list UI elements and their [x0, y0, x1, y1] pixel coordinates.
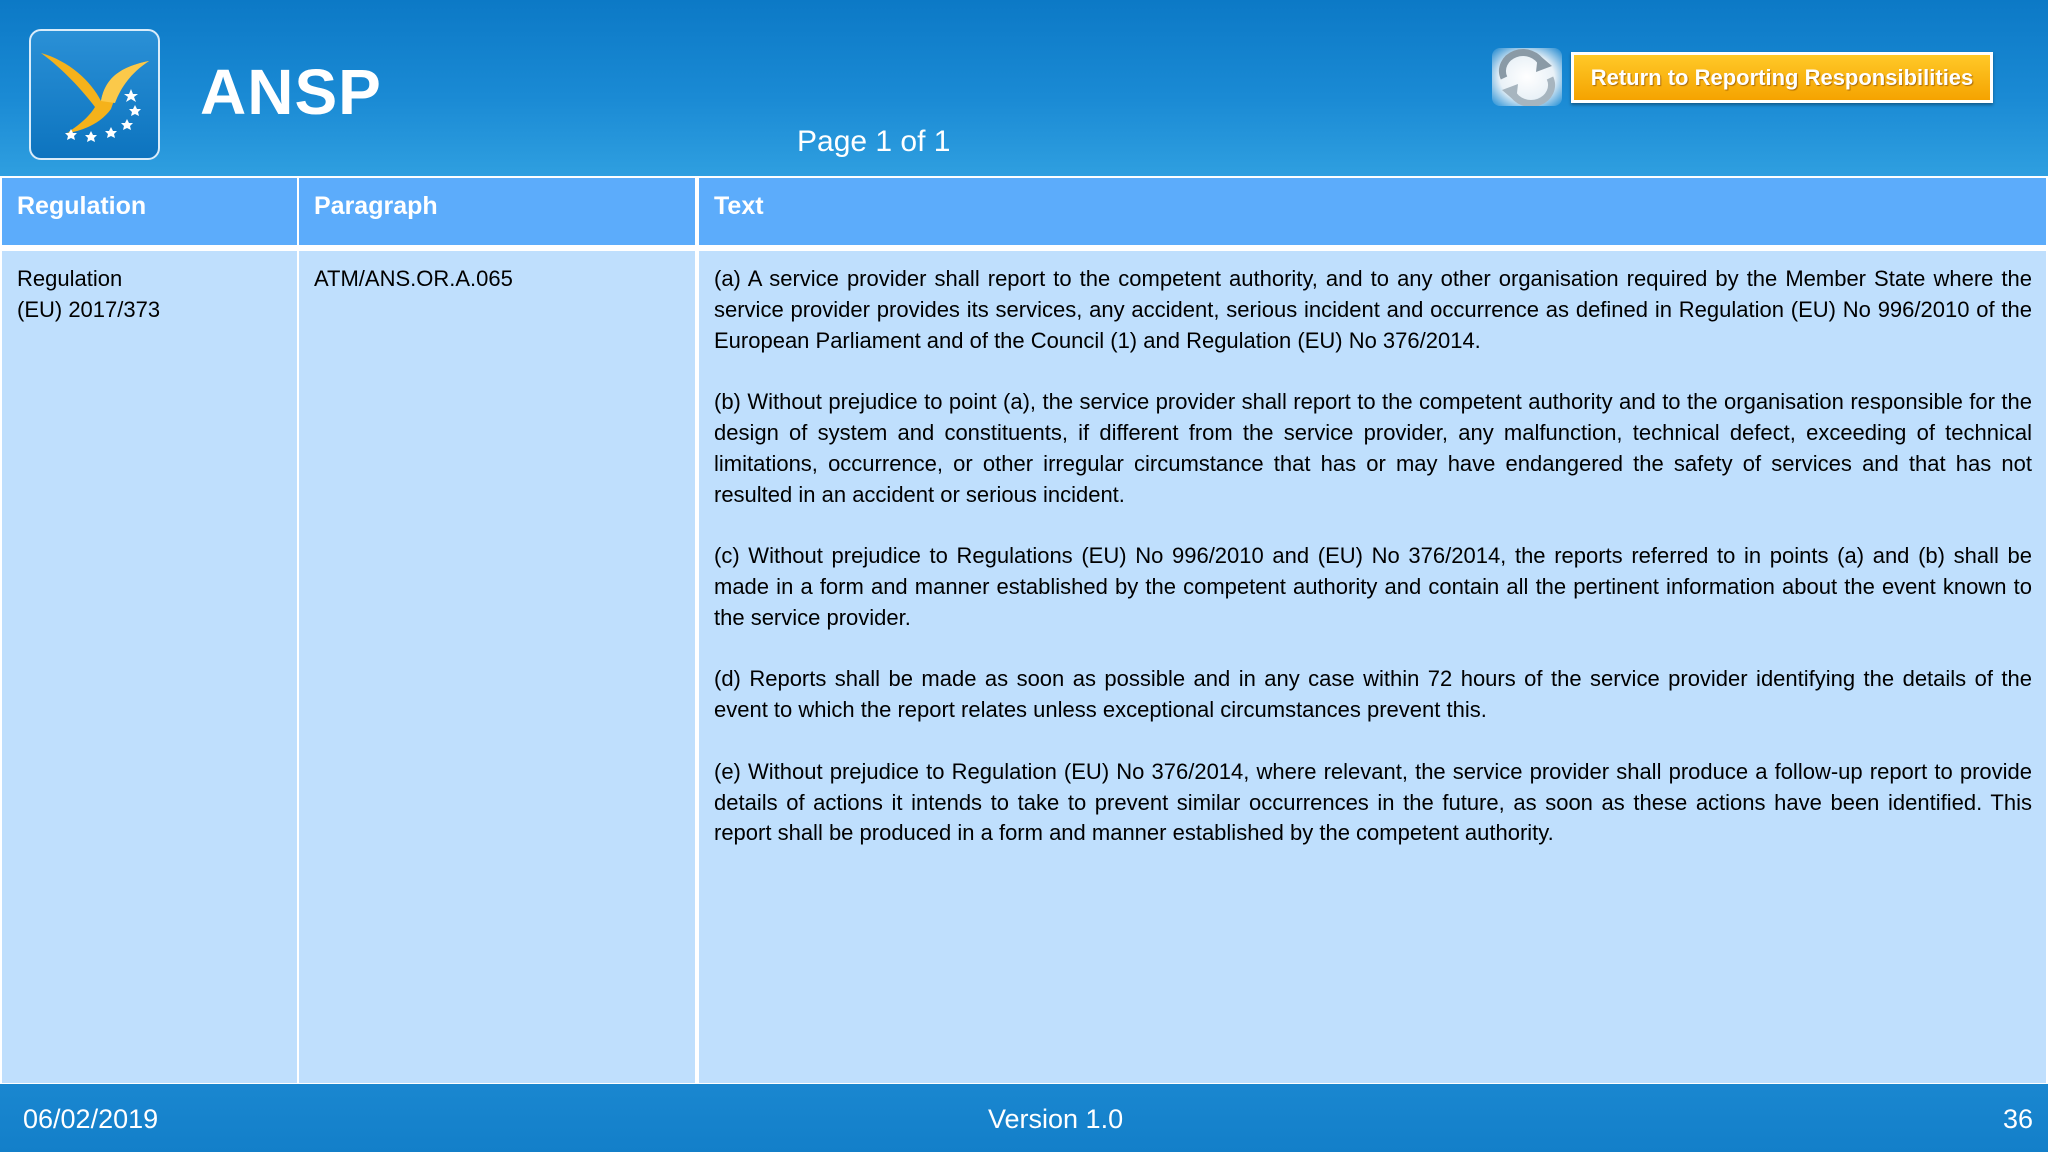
page-indicator: Page 1 of 1 [797, 125, 951, 158]
regulation-table [0, 176, 2048, 1084]
regulation-line-1: Regulation [17, 266, 123, 291]
return-to-reporting-responsibilities-button[interactable]: Return to Reporting Responsibilities [1571, 52, 1993, 103]
footer-version: Version 1.0 [988, 1104, 1124, 1134]
text-point-b: (b) Without prejudice to point (a), the service provider shall report to the competent authority and to the organisation responsible for the design of system and constituents, if different from the service provider, any malfunction, technical defect, exceeding of technical limitations, occurrence, or other irregular circumstance that has or may have endangered the safety of services and that has not resulted in an accident or serious incident. [714, 389, 2032, 507]
cell-regulation [2, 251, 297, 1083]
regulation-line-2: (EU) 2017/373 [17, 296, 161, 322]
text-point-d: (d) Reports shall be made as soon as possible and in any case within 72 hours of the service provider identifying the details of the event to which the report relates unless exceptional circumstances prevent this. [714, 666, 2032, 723]
header-bar [0, 0, 2048, 176]
refresh-arrows-icon[interactable] [1492, 48, 1562, 106]
footer-date: 06/02/2019 [23, 1104, 159, 1134]
column-header-text: Text [699, 178, 2046, 245]
footer-page-number: 36 [2002, 1104, 2033, 1134]
text-point-e: (e) Without prejudice to Regulation (EU) No 376/2014, where relevant, the service provider shall produce a follow-up report to provide details of actions it intends to take to prevent similar occurrences in the future, as soon as these actions have been identified. This report shall be produced in a form and manner established by the competent authority. [714, 758, 2032, 846]
easa-bird-logo-icon [29, 29, 160, 160]
column-header-paragraph: Paragraph [299, 178, 695, 245]
footer-bar [0, 1084, 2048, 1152]
column-header-regulation: Regulation [2, 178, 297, 245]
text-point-a: (a) A service provider shall report to the competent authority, and to any other organisation required by the Member State where the service provider provides its services, any accident, serious incident and occurrence as defined in Regulation (EU) No 996/2010 of the European Parliament and of the Council (1) and Regulation (EU) No 376/2014. [714, 266, 2032, 353]
app-title: ANSP [200, 56, 382, 128]
cell-paragraph: ATM/ANS.OR.A.065 [299, 251, 695, 1083]
text-point-c: (c) Without prejudice to Regulations (EU) No 996/2010 and (EU) No 376/2014, the reports referred to in points (a) and (b) shall be made in a form and manner established by the competent authority and contain all the pertinent information about the event known to the service provider. [714, 543, 2032, 630]
cell-text [699, 251, 2046, 1083]
